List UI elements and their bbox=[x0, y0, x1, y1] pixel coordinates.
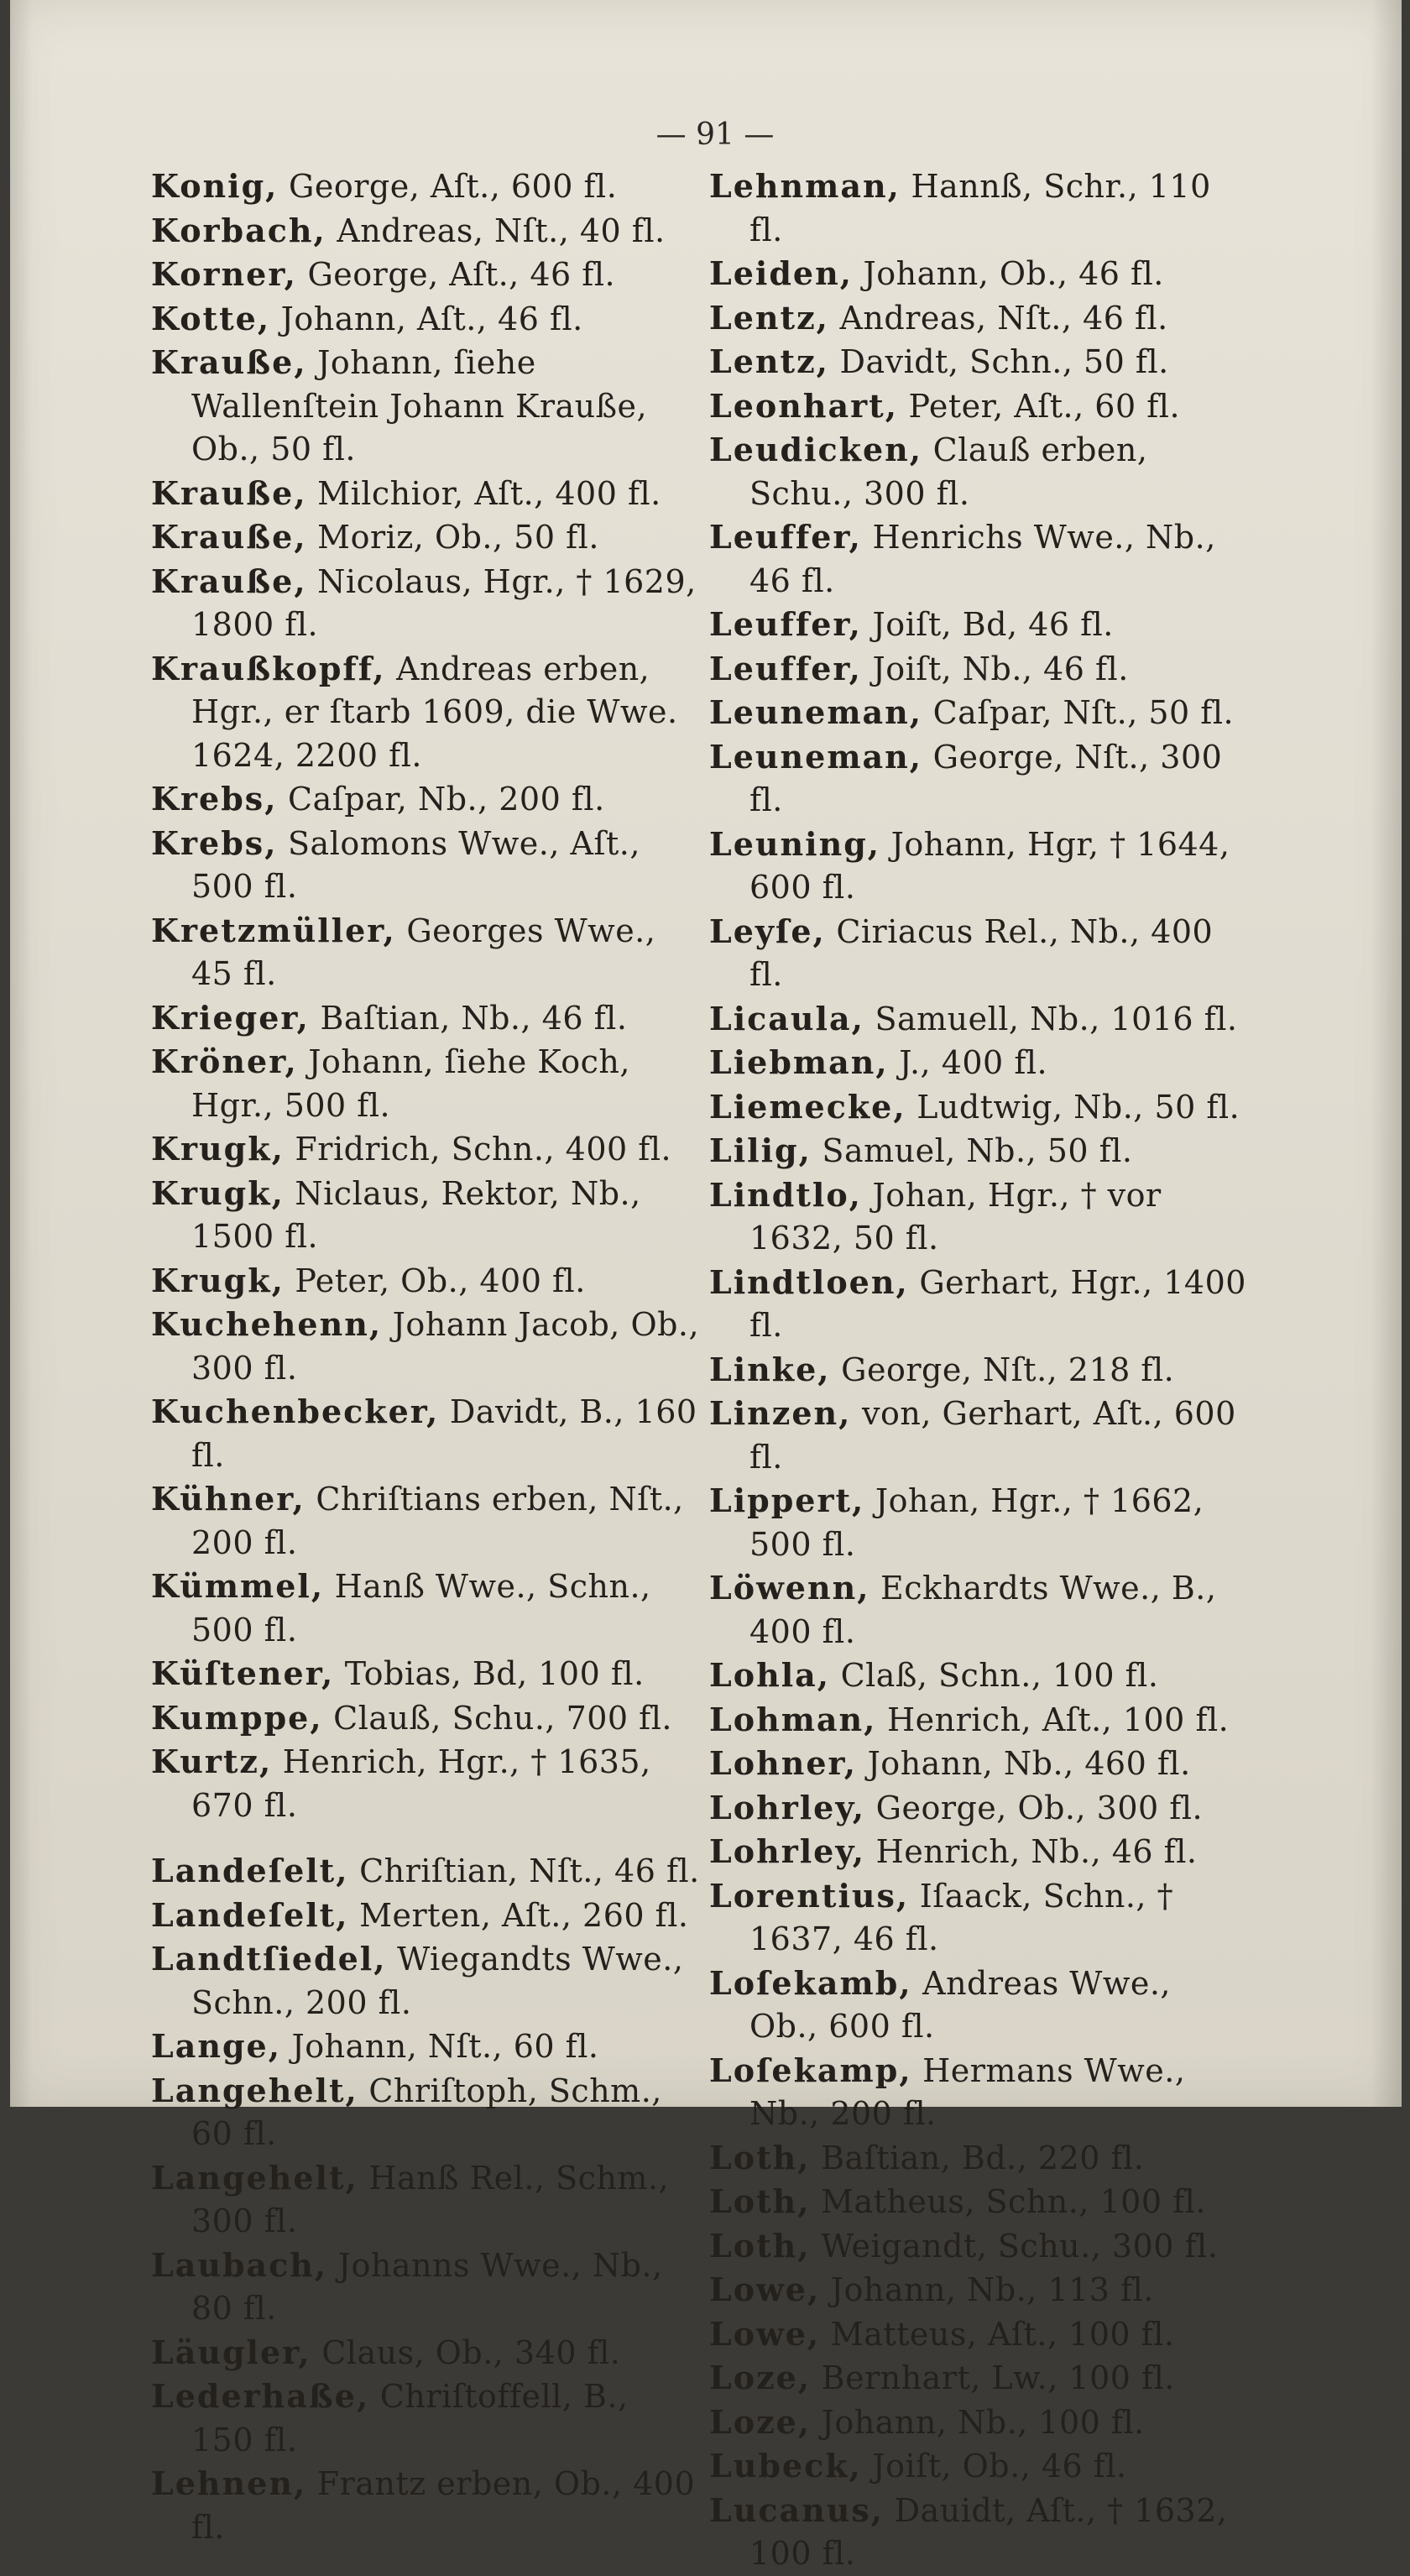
entry-surname: Krauße, bbox=[151, 473, 307, 512]
entry-detail: Merten, Aſt., 260 fl. bbox=[359, 1896, 689, 1934]
register-entry bbox=[151, 165, 701, 209]
register-entry bbox=[709, 1830, 1246, 1874]
entry-surname: Krugk, bbox=[151, 1261, 285, 1299]
entry-surname: Läugler, bbox=[151, 2333, 311, 2371]
entry-surname: Leudicken, bbox=[709, 431, 923, 468]
entry-surname: Lowe, bbox=[709, 2314, 821, 2353]
register-entry bbox=[151, 1172, 701, 1259]
register-entry bbox=[709, 515, 1246, 603]
register-entry bbox=[151, 996, 701, 1041]
entry-detail: Clauß, Schu., 700 fl. bbox=[333, 1699, 672, 1737]
entry-surname: Kotte, bbox=[151, 299, 271, 337]
entry-surname: Kümmel, bbox=[151, 1567, 325, 1605]
entry-detail: Hanß Wwe., Schn., 500 fl. bbox=[191, 1568, 651, 1649]
register-entry bbox=[151, 253, 701, 297]
entry-surname: Laubach, bbox=[151, 2245, 328, 2284]
entry-detail: Johann, Nb., 113 fl. bbox=[830, 2271, 1154, 2308]
entry-surname: Krebs, bbox=[151, 823, 278, 862]
register-entry bbox=[709, 2489, 1246, 2576]
entry-surname: Korner, bbox=[151, 255, 297, 293]
entry-surname: Loze, bbox=[709, 2359, 812, 2396]
register-entry bbox=[151, 1040, 701, 1127]
entry-surname: Lange, bbox=[151, 2027, 281, 2065]
entry-surname: Leonhart, bbox=[709, 386, 898, 425]
entry-detail: Matheus, Schn., 100 fl. bbox=[821, 2183, 1206, 2220]
register-entry bbox=[151, 2244, 701, 2331]
entry-surname: Kumppe, bbox=[151, 1698, 323, 1737]
entry-surname: Liebman, bbox=[709, 1043, 889, 1081]
entry-surname: Lubeck, bbox=[709, 2447, 862, 2485]
entry-detail: Salomons Wwe., Aſt., 500 fl. bbox=[191, 824, 640, 905]
book-page bbox=[10, 0, 1402, 2572]
entry-surname: Leyſe, bbox=[709, 912, 826, 950]
register-entry bbox=[151, 341, 701, 472]
entry-surname: Licaula, bbox=[709, 999, 864, 1037]
entry-detail: Iſaack, Schn., † 1637, 46 fl. bbox=[749, 1877, 1174, 1957]
entry-surname: Krieger, bbox=[151, 998, 310, 1037]
entry-detail: Peter, Ob., 400 fl. bbox=[295, 1262, 586, 1299]
entry-detail: Johanns Wwe., Nb., 80 fl. bbox=[191, 2246, 663, 2327]
register-entry bbox=[151, 1937, 701, 2025]
entry-detail: Henrichs Wwe., Nb., 46 fl. bbox=[749, 519, 1216, 599]
entry-detail: Weigandt, Schu., 300 fl. bbox=[821, 2227, 1219, 2265]
register-entry bbox=[709, 1566, 1246, 1654]
entry-detail: Andreas, Nſt., 40 fl. bbox=[337, 212, 666, 249]
register-entry bbox=[151, 1849, 701, 1894]
entry-surname: Lederhaße, bbox=[151, 2377, 370, 2415]
entry-detail: Johann, Aſt., 46 fl. bbox=[280, 300, 583, 337]
register-entry bbox=[709, 296, 1246, 341]
entry-detail: Claß, Schn., 100 fl. bbox=[840, 1657, 1159, 1694]
register-entry bbox=[151, 1565, 701, 1652]
entry-surname: Krauße, bbox=[151, 343, 307, 381]
entry-detail: Matteus, Aſt., 100 fl. bbox=[830, 2315, 1175, 2353]
entry-surname: Korbach, bbox=[151, 211, 326, 249]
entry-detail: Peter, Aſt., 60 fl. bbox=[908, 387, 1181, 425]
entry-surname: Leuffer, bbox=[709, 605, 862, 643]
entry-detail: Joiſt, Nb., 46 fl. bbox=[872, 650, 1129, 687]
register-entry bbox=[709, 1742, 1246, 1786]
entry-surname: Leiden, bbox=[709, 254, 853, 292]
register-entry bbox=[709, 2312, 1246, 2357]
entry-detail: Ciriacus Rel., Nb., 400 fl. bbox=[749, 912, 1214, 993]
register-entry bbox=[709, 691, 1246, 735]
entry-detail: Clauß erben, Schu., 300 fl. bbox=[749, 431, 1148, 512]
register-entry bbox=[709, 1874, 1246, 1962]
entry-surname: Lohla, bbox=[709, 1656, 830, 1694]
entry-detail: Andreas erben, Hgr., er ſtarb 1609, die Wwe. 1624, 2200 fl. bbox=[191, 650, 678, 774]
entry-detail: Hanß Rel., Schm., 300 fl. bbox=[191, 2159, 670, 2239]
register-entry bbox=[709, 2136, 1246, 2181]
entry-surname: Loth, bbox=[709, 2182, 811, 2220]
register-entry bbox=[709, 2356, 1246, 2401]
entry-detail: Nicolaus, Hgr., † 1629, 1800 fl. bbox=[191, 562, 697, 643]
entry-detail: Caſpar, Nb., 200 fl. bbox=[288, 781, 605, 818]
register-entry bbox=[709, 603, 1246, 647]
register-entry bbox=[151, 647, 701, 778]
register-entry bbox=[709, 2180, 1246, 2224]
entry-detail: George, Aſt., 46 fl. bbox=[307, 256, 616, 293]
register-entry bbox=[151, 1696, 701, 1741]
entry-detail: Milchior, Aſt., 400 fl. bbox=[317, 474, 661, 512]
entry-detail: Claus, Ob., 340 fl. bbox=[321, 2333, 621, 2371]
register-entry bbox=[151, 1259, 701, 1304]
entry-surname: Lentz, bbox=[709, 342, 829, 380]
entry-detail: Samuel, Nb., 50 fl. bbox=[822, 1132, 1133, 1169]
entry-detail: Johann, Nſt., 60 fl. bbox=[291, 2028, 599, 2065]
entry-detail: Johan, Hgr., † vor 1632, 50 fl. bbox=[749, 1176, 1162, 1257]
register-entry bbox=[709, 2224, 1246, 2269]
register-entry bbox=[151, 2156, 701, 2244]
register-entry bbox=[709, 1173, 1246, 1261]
entry-surname: Krauße, bbox=[151, 518, 307, 556]
entry-detail: Dauidt, Aſt., † 1632, 100 fl. bbox=[749, 2491, 1228, 2572]
register-entry bbox=[151, 822, 701, 909]
entry-detail: Johann, Hgr, † 1644, 600 fl. bbox=[749, 825, 1230, 906]
entry-detail: Joiſt, Ob., 46 fl. bbox=[872, 2448, 1127, 2485]
register-entry bbox=[709, 165, 1246, 252]
page-number: — 91 — bbox=[655, 118, 775, 152]
entry-detail: Davidt, Schn., 50 fl. bbox=[839, 343, 1169, 380]
entry-detail: Johann Jacob, Ob., 300 fl. bbox=[191, 1306, 700, 1387]
entry-detail: Chriſtian, Nſt., 46 fl. bbox=[359, 1852, 700, 1889]
entry-surname: Langehelt, bbox=[151, 2071, 358, 2109]
entry-surname: Loth, bbox=[709, 2138, 811, 2176]
register-entry bbox=[709, 1348, 1246, 1393]
entry-detail: George, Nſt., 218 fl. bbox=[841, 1351, 1175, 1388]
entry-surname: Krugk, bbox=[151, 1173, 285, 1212]
entry-surname: Loth, bbox=[709, 2226, 811, 2265]
entry-detail: Niclaus, Rektor, Nb., 1500 fl. bbox=[191, 1174, 641, 1255]
entry-detail: J., 400 fl. bbox=[899, 1044, 1048, 1081]
entry-surname: Krebs, bbox=[151, 780, 278, 818]
entry-detail: Ludtwig, Nb., 50 fl. bbox=[916, 1088, 1240, 1126]
entry-surname: Landtſiedel, bbox=[151, 1940, 387, 1978]
entry-detail: Tobias, Bd, 100 fl. bbox=[344, 1655, 645, 1692]
entry-surname: Leuffer, bbox=[709, 649, 862, 687]
entry-surname: Loſekamp, bbox=[709, 2051, 912, 2089]
entry-surname: Lohner, bbox=[709, 1744, 857, 1782]
register-entry bbox=[151, 1477, 701, 1565]
entry-surname: Lilig, bbox=[709, 1131, 812, 1169]
register-entry bbox=[709, 1654, 1246, 1698]
register-entry bbox=[709, 1261, 1246, 1348]
register-entry bbox=[151, 472, 701, 516]
register-entry bbox=[709, 1392, 1246, 1479]
entry-detail: Chriſtians erben, Nſt., 200 fl. bbox=[191, 1481, 684, 1561]
register-entry bbox=[151, 1894, 701, 1938]
entry-detail: Andreas, Nſt., 46 fl. bbox=[839, 299, 1168, 337]
entry-detail: Moriz, Ob., 50 fl. bbox=[317, 519, 599, 556]
entry-detail: George, Aſt., 600 fl. bbox=[289, 168, 618, 205]
register-entry bbox=[709, 428, 1246, 515]
entry-surname: Kraußkopff, bbox=[151, 649, 386, 687]
register-entry bbox=[709, 1041, 1246, 1085]
entry-detail: Henrich, Nb., 46 fl. bbox=[875, 1833, 1198, 1870]
entry-detail: Chriſtoph, Schm., 60 fl. bbox=[191, 2072, 662, 2152]
register-entry bbox=[709, 2049, 1246, 2136]
register-entry bbox=[151, 1652, 701, 1696]
register-entry bbox=[151, 1740, 701, 1827]
entry-detail: Hannß, Schr., 110 fl. bbox=[749, 168, 1211, 248]
entry-surname: Lucanus, bbox=[709, 2490, 884, 2529]
register-entry bbox=[709, 2444, 1246, 2489]
entry-surname: Kuchenbecker, bbox=[151, 1393, 440, 1430]
entry-surname: Löwenn, bbox=[709, 1569, 870, 1607]
register-entry bbox=[709, 910, 1246, 997]
entry-detail: Baſtian, Nb., 46 fl. bbox=[320, 999, 628, 1037]
entry-surname: Leuneman, bbox=[709, 693, 923, 731]
left-column bbox=[151, 165, 701, 2549]
entry-surname: Landeſelt, bbox=[151, 1852, 349, 1889]
entry-detail: Johann, Ob., 46 fl. bbox=[863, 255, 1164, 292]
register-entry bbox=[709, 1962, 1246, 2049]
register-entry bbox=[709, 384, 1246, 429]
register-entry bbox=[151, 777, 701, 822]
entry-detail: Eckhardts Wwe., B., 400 fl. bbox=[749, 1570, 1217, 1650]
entry-detail: Hermans Wwe., Nb., 200 fl. bbox=[749, 2051, 1186, 2132]
register-entry bbox=[709, 1129, 1246, 1173]
entry-surname: Lehnman, bbox=[709, 167, 901, 205]
entry-detail: Samuell, Nb., 1016 fl. bbox=[875, 1000, 1238, 1037]
register-entry bbox=[151, 515, 701, 560]
entry-surname: Lentz, bbox=[709, 298, 829, 337]
entry-detail: George, Nſt., 300 fl. bbox=[749, 738, 1223, 818]
register-entry bbox=[151, 1127, 701, 1172]
entry-surname: Loze, bbox=[709, 2402, 812, 2441]
register-entry bbox=[709, 252, 1246, 296]
entry-surname: Leuning, bbox=[709, 824, 881, 863]
register-entry bbox=[151, 1390, 701, 1477]
entry-surname: Lohman, bbox=[709, 1700, 877, 1738]
register-entry bbox=[709, 1085, 1246, 1130]
entry-surname: Kühner, bbox=[151, 1480, 306, 1518]
register-entry bbox=[151, 2375, 701, 2462]
entry-detail: Henrich, Hgr., † 1635, 670 fl. bbox=[191, 1743, 651, 1824]
register-entry bbox=[151, 2331, 701, 2375]
entry-surname: Lehnen, bbox=[151, 2464, 307, 2502]
register-entry bbox=[709, 2268, 1246, 2312]
entry-detail: Johann, ſiehe Koch, Hgr., 500 fl. bbox=[191, 1043, 630, 1124]
register-entry bbox=[151, 297, 701, 342]
page-edge-shadow bbox=[1371, 0, 1402, 2107]
entry-surname: Leuffer, bbox=[709, 518, 862, 556]
register-entry bbox=[151, 2025, 701, 2069]
entry-detail: George, Ob., 300 fl. bbox=[875, 1789, 1204, 1826]
entry-detail: Fridrich, Schn., 400 fl. bbox=[295, 1131, 672, 1168]
entry-surname: Linzen, bbox=[709, 1394, 852, 1432]
entry-surname: Lindtloen, bbox=[709, 1262, 909, 1301]
entry-surname: Krugk, bbox=[151, 1130, 285, 1168]
register-entry bbox=[709, 340, 1246, 384]
entry-detail: Johann, ſiehe Wallenſtein Johann Krauße, Ob., 50 fl. bbox=[191, 344, 648, 468]
entry-surname: Lindtlo, bbox=[709, 1175, 862, 1214]
entry-detail: Johann, Nb., 460 fl. bbox=[867, 1745, 1191, 1782]
register-entry bbox=[709, 1786, 1246, 1831]
entry-surname: Langehelt, bbox=[151, 2158, 358, 2197]
register-entry bbox=[151, 2462, 701, 2549]
entry-detail: Bernhart, Lw., 100 fl. bbox=[821, 2359, 1175, 2396]
entry-surname: Loſekamb, bbox=[709, 1963, 912, 2002]
entry-surname: Lippert, bbox=[709, 1481, 865, 1519]
entry-detail: Baſtian, Bd., 220 fl. bbox=[821, 2139, 1145, 2176]
register-entry bbox=[709, 2401, 1246, 2445]
entry-detail: Andreas Wwe., Ob., 600 fl. bbox=[749, 1964, 1172, 2045]
entry-surname: Lohrley, bbox=[709, 1788, 865, 1826]
entry-surname: Landeſelt, bbox=[151, 1895, 349, 1934]
register-entry bbox=[151, 909, 701, 996]
entry-surname: Kurtz, bbox=[151, 1743, 273, 1780]
entry-detail: Henrich, Aſt., 100 fl. bbox=[886, 1701, 1230, 1738]
entry-surname: Kretzmüller, bbox=[151, 911, 396, 949]
entry-surname: Lorentius, bbox=[709, 1876, 910, 1915]
entry-surname: Konig, bbox=[151, 167, 279, 205]
register-entry bbox=[151, 560, 701, 647]
entry-surname: Lohrley, bbox=[709, 1832, 865, 1870]
right-column bbox=[709, 165, 1246, 2576]
entry-detail: Johann, Nb., 100 fl. bbox=[821, 2403, 1145, 2441]
register-entry bbox=[151, 209, 701, 253]
register-entry bbox=[709, 997, 1246, 1042]
entry-surname: Küſtener, bbox=[151, 1654, 335, 1692]
entry-detail: Chriſtoffell, B., 150 fl. bbox=[191, 2378, 629, 2458]
entry-detail: Gerhart, Hgr., 1400 fl. bbox=[749, 1263, 1246, 1344]
entry-detail: Georges Wwe., 45 fl. bbox=[191, 912, 656, 992]
register-entry bbox=[709, 647, 1246, 692]
entry-surname: Krauße, bbox=[151, 562, 307, 600]
register-entry bbox=[709, 823, 1246, 910]
entry-surname: Kröner, bbox=[151, 1042, 298, 1080]
entry-detail: Frantz erben, Ob., 400 fl. bbox=[191, 2465, 696, 2546]
entry-surname: Lowe, bbox=[709, 2270, 821, 2308]
entry-detail: von, Gerhart, Aſt., 600 fl. bbox=[749, 1395, 1236, 1476]
entry-surname: Liemecke, bbox=[709, 1087, 906, 1126]
entry-detail: Wiegandts Wwe., Schn., 200 fl. bbox=[191, 1941, 684, 2021]
register-entry bbox=[709, 1698, 1246, 1743]
entry-surname: Kuchehenn, bbox=[151, 1305, 383, 1343]
entry-detail: Caſpar, Nſt., 50 fl. bbox=[932, 694, 1235, 731]
entry-detail: Johan, Hgr., † 1662, 500 fl. bbox=[749, 1482, 1204, 1563]
entry-detail: Joiſt, Bd, 46 fl. bbox=[872, 606, 1114, 643]
entry-surname: Linke, bbox=[709, 1350, 831, 1388]
register-entry bbox=[709, 735, 1246, 823]
entry-surname: Leuneman, bbox=[709, 737, 923, 776]
register-entry bbox=[151, 2069, 701, 2156]
register-entry bbox=[151, 1303, 701, 1390]
entry-detail: Davidt, B., 160 fl. bbox=[191, 1393, 697, 1474]
register-entry bbox=[709, 1479, 1246, 1566]
